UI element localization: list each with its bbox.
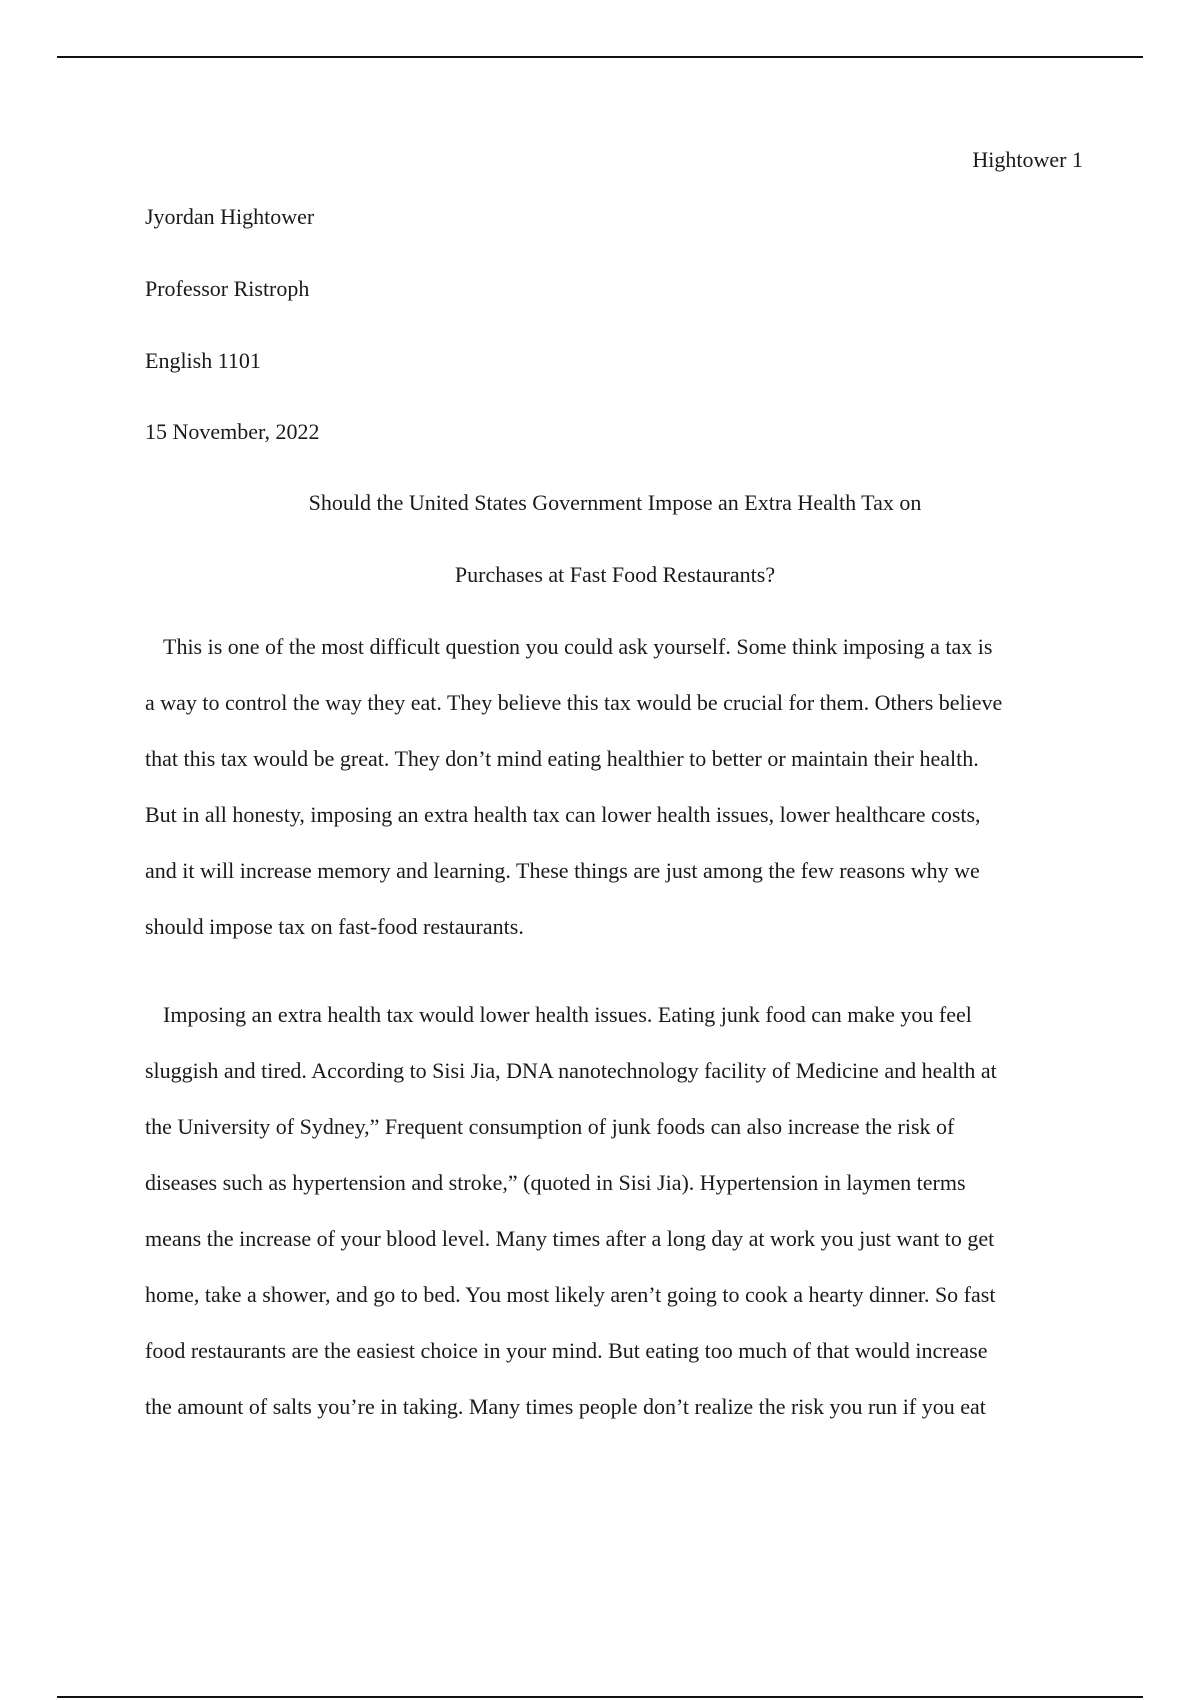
paragraph-line: But in all honesty, imposing an extra health tax can lower health issues, lower healthcare costs, [145, 802, 981, 827]
paragraph-line: diseases such as hypertension and stroke,” (quoted in Sisi Jia). Hypertension in laymen terms [145, 1170, 966, 1195]
paragraph-line: home, take a shower, and go to bed. You most likely aren’t going to cook a hearty dinner. So fast [145, 1282, 996, 1307]
paragraph-line: should impose tax on fast-food restaurants. [145, 914, 524, 939]
running-head: Hightower 1 [972, 147, 1083, 172]
paragraph-line: the University of Sydney,” Frequent consumption of junk foods can also increase the risk of [145, 1114, 955, 1139]
course-name: English 1101 [145, 348, 261, 373]
paragraph-line: the amount of salts you’re in taking. Many times people don’t realize the risk you run if you eat [145, 1394, 986, 1419]
paragraph-line: that this tax would be great. They don’t mind eating healthier to better or maintain their health. [145, 746, 979, 771]
paragraph-line: means the increase of your blood level. Many times after a long day at work you just want to get [145, 1226, 995, 1251]
essay-title-line-2: Purchases at Fast Food Restaurants? [454, 562, 776, 587]
bottom-rule [57, 1696, 1143, 1698]
essay-date: 15 November, 2022 [145, 419, 320, 444]
paragraph-line: a way to control the way they eat. They believe this tax would be crucial for them. Others believe [145, 690, 1003, 715]
top-rule [57, 56, 1143, 58]
paragraph-line: and it will increase memory and learning. These things are just among the few reasons why we [145, 858, 980, 883]
body-paragraph-2 [145, 987, 1085, 1435]
paragraph-line: Imposing an extra health tax would lower health issues. Eating junk food can make you feel [163, 1002, 972, 1027]
body-paragraph-1 [145, 619, 1085, 955]
instructor-name: Professor Ristroph [145, 276, 310, 301]
paragraph-line: food restaurants are the easiest choice in your mind. But eating too much of that would increase [145, 1338, 988, 1363]
essay-title-line-1: Should the United States Government Impose an Extra Health Tax on [308, 490, 922, 515]
paragraph-line: This is one of the most difficult question you could ask yourself. Some think imposing a tax is [163, 634, 993, 659]
author-name: Jyordan Hightower [145, 204, 315, 229]
paragraph-line: sluggish and tired. According to Sisi Jia, DNA nanotechnology facility of Medicine and health at [145, 1058, 997, 1083]
